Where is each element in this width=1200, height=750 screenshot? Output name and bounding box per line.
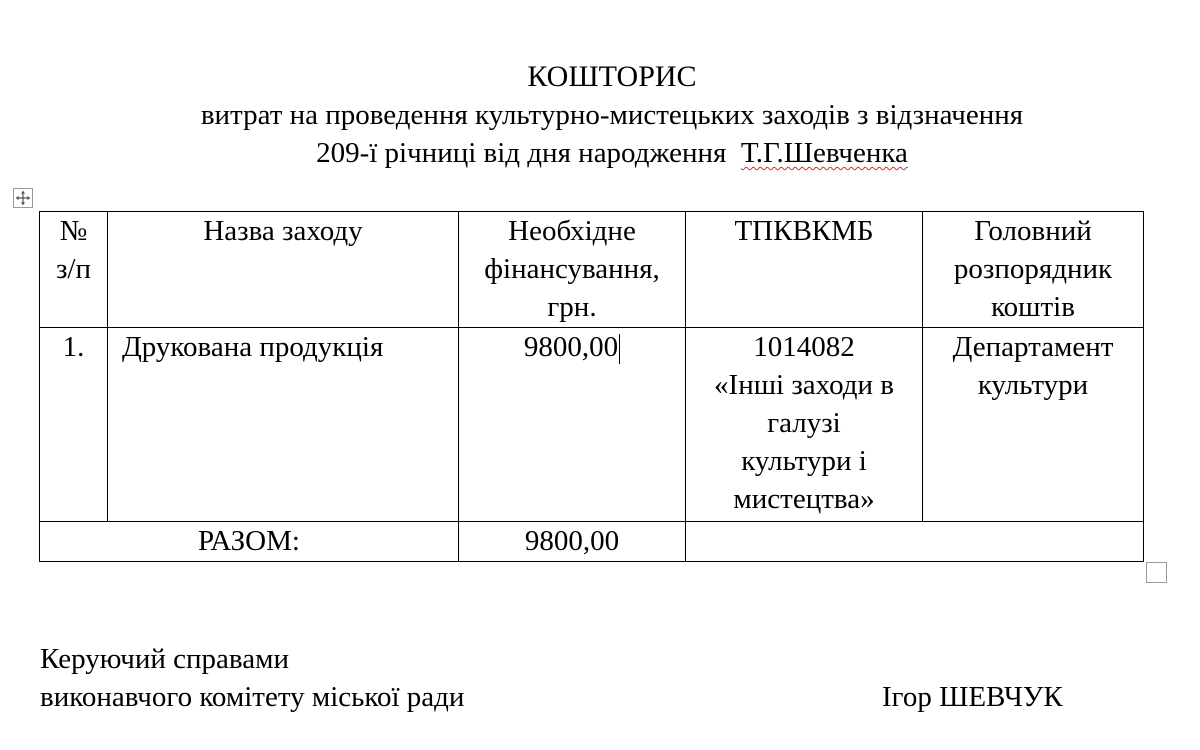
header-code: ТПКВКМБ <box>686 212 923 328</box>
total-value: 9800,00 <box>459 522 686 562</box>
document-subtitle-line2 <box>0 134 1200 172</box>
cell-code-number: 1014082 <box>753 331 855 363</box>
cell-code-desc-line: мистецтва» <box>733 483 875 515</box>
table-row <box>40 328 1144 522</box>
honoree-name: Т.Г.Шевченка <box>740 137 908 169</box>
position-line: виконавчого комітету міської ради <box>40 681 465 713</box>
header-number <box>40 212 108 328</box>
table-total-row <box>40 522 1144 562</box>
cell-manager <box>923 328 1144 522</box>
header-funding-line: Необхідне <box>508 215 636 247</box>
table-header-row <box>40 212 1144 328</box>
four-way-arrow-icon <box>15 190 31 206</box>
header-manager-line: коштів <box>991 291 1075 323</box>
document-title: КОШТОРИС <box>527 60 697 93</box>
estimate-table <box>39 211 1144 562</box>
cell-number: 1. <box>40 328 108 522</box>
table-resize-handle-icon[interactable] <box>1146 562 1167 583</box>
header-number-line: з/п <box>55 253 92 285</box>
subtitle-prefix: 209-ї річниці від дня народження <box>316 137 741 169</box>
header-name: Назва заходу <box>108 212 459 328</box>
cell-funding[interactable] <box>459 328 686 522</box>
header-manager-line: Головний <box>974 215 1092 247</box>
total-empty-cell <box>686 522 1144 562</box>
cell-code <box>686 328 923 522</box>
cell-manager-line: Департамент <box>952 331 1114 363</box>
document-header <box>0 58 1200 172</box>
header-funding-line: грн. <box>547 291 597 323</box>
table-move-handle-icon[interactable] <box>13 188 33 208</box>
cell-funding-value: 9800,00 <box>523 331 619 363</box>
cell-name: Друкована продукція <box>108 328 459 522</box>
position-line: Керуючий справами <box>40 643 289 675</box>
header-number-line: № <box>59 215 88 247</box>
cell-code-desc-line: «Інші заходи в <box>714 369 894 401</box>
header-manager <box>923 212 1144 328</box>
header-funding <box>459 212 686 328</box>
signature-position <box>40 640 464 716</box>
header-manager-line: розпорядник <box>953 253 1113 285</box>
cell-code-desc-line: галузі <box>767 407 841 439</box>
document-subtitle-line1: витрат на проведення культурно-мистецьких заходів з відзначення <box>200 99 1024 131</box>
text-cursor <box>619 334 620 364</box>
cell-code-desc-line: культури і <box>741 445 867 477</box>
cell-manager-line: культури <box>977 369 1089 401</box>
header-funding-line: фінансування, <box>484 253 660 285</box>
total-label: РАЗОМ: <box>40 522 459 562</box>
signatory-name: Ігор ШЕВЧУК <box>882 681 1063 713</box>
